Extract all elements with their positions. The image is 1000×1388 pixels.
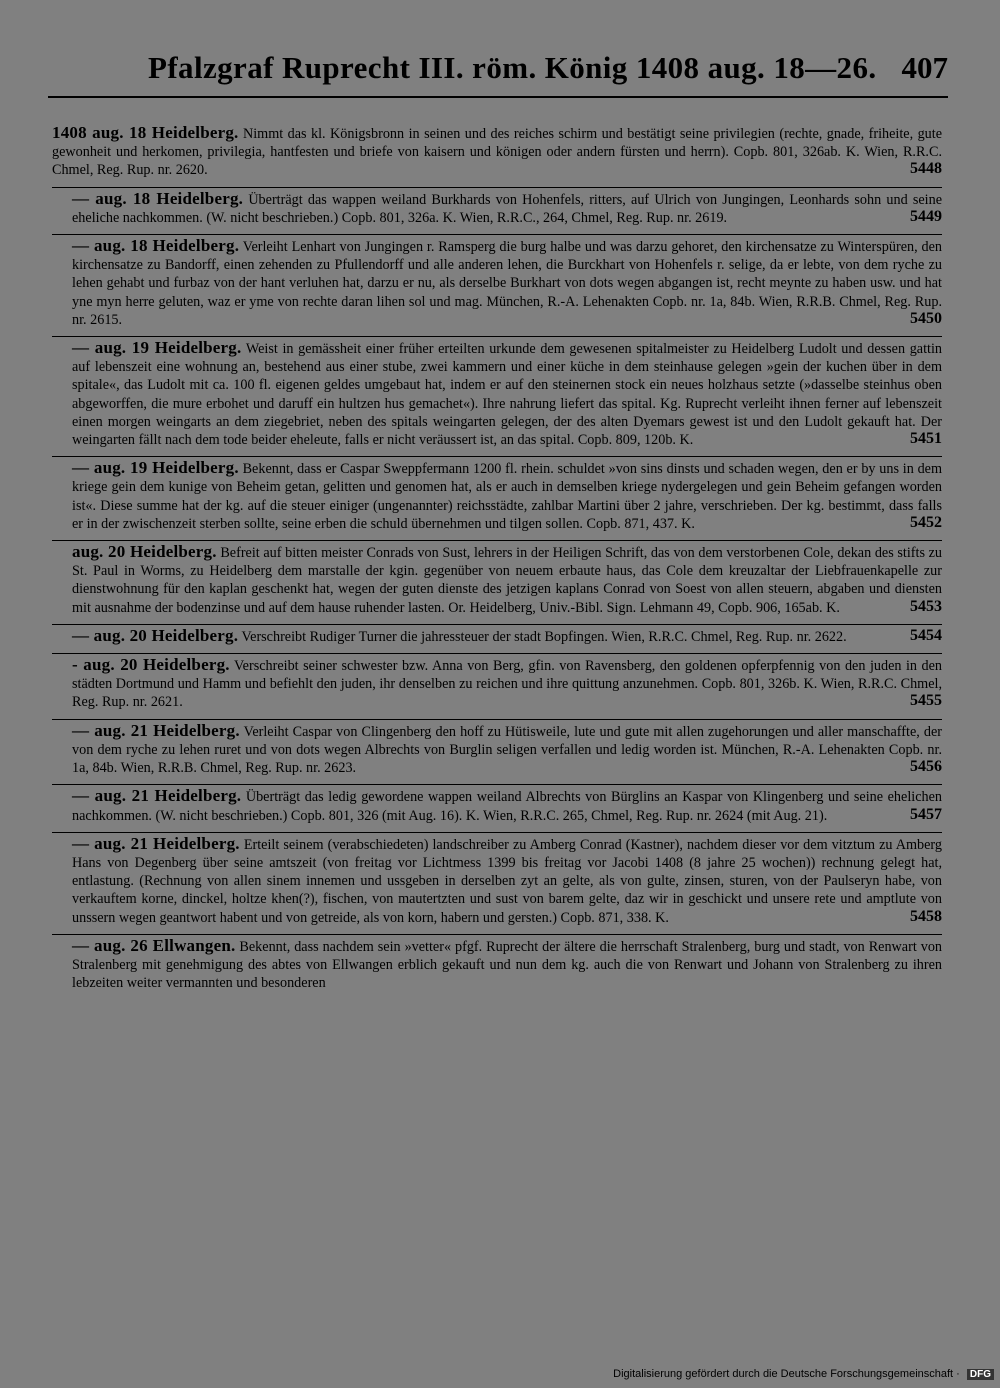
entry-divider [52, 336, 942, 337]
regest-entry [52, 339, 942, 454]
entry-divider [52, 540, 942, 541]
entry-text: Verschreibt seiner schwester bzw. Anna von Berg, gfin. von Ravensberg, den goldenen opferpfennig von den juden in den städten Dortmund und Hamm und befiehlt den juden, ihr denselben zu reichen und ihre quittung anzunehmen. Copb. 801, 326b. K. Wien, R.R.C. Chmel, Reg. Rup. nr. 2621. [72, 658, 943, 711]
entry-number: 5451 [904, 430, 942, 448]
entry-divider [52, 187, 942, 188]
entry-date: — aug. 19 Heidelberg. [72, 338, 242, 358]
entry-date: — aug. 20 Heidelberg. [72, 625, 239, 645]
regest-entry [52, 190, 942, 232]
entry-text: Nimmt das kl. Königsbronn in seinen und des reiches schirm und bestätigt seine privilegien (rechte, gnade, friheite, gute gewonheit und herkomen, privilegia, hantfesten und briefe von kaisern und königen oder andern fürsten und herrn). Copb. 801, 326ab. K. Wien, R.R.C. Chmel, Reg. Rup. nr. 2620. [52, 126, 943, 179]
entry-text: Verschreibt Rudiger Turner die jahressteuer der stadt Bopfingen. Wien, R.R.C. Chmel, Reg. Rup. nr. 2622. [241, 628, 847, 645]
entry-divider [52, 456, 942, 457]
entry-date: — aug. 19 Heidelberg. [72, 458, 239, 478]
regest-entry [52, 124, 942, 185]
entry-date: — aug. 18 Heidelberg. [72, 188, 244, 208]
regest-list [52, 124, 942, 1002]
entry-number: 5453 [904, 598, 942, 616]
regest-entry [52, 787, 942, 829]
entry-text: Erteilt seinem (verabschiedeten) landschreiber zu Amberg Conrad (Kastner), nachdem dieser vor dem vitztum zu Amberg Hans von Degenberg über seine amtszeit (von freitag vor Lichtmess 1399 bis freitag vor Jacobi 1408 (8 jahre 25 wochen)) rechnung gelegt hat, entlastung. (Rechnung von allen sinem innemen und ussgeben in derselben zyt an gelte, als von gulte, zinsen, sturen, von der Paulseryn habe, von verkauftem korne, dinckel, holtze khen(?), fischen, von mautertzten und sust von barem gelte, daz wir in geschickt und unsere rete und amptlute von unssern wegen geantwort habent und von getreide, als von korn, habern und gersten.) Copb. 871, 338. K. [72, 836, 942, 926]
entry-text: Befreit auf bitten meister Conrads von Sust, lehrers in der Heiligen Schrift, das von dem verstorbenen Cole, dekan des stifts zu St. Paul in Worms, zu Heidelberg dem marstalle der kgin. gegenüber von neuem erbaute haus, das Cole dem kreuzaltar der Liebfrauenkapelle zur dienstwohnung für den kaplan geschenkt hat, wegen der guten dienste des jetzigen kaplans Conrad von Soest von allen steuern, abgaben und diensten mit ausnahme der bodenzinse und auf dem hause ruhender lasten. Or. Heidelberg, Univ.-Bibl. Sign. Lehmann 49, Copb. 906, 165ab. K. [72, 545, 943, 616]
page-title: Pfalzgraf Ruprecht III. röm. König 1408 aug. 18—26. [148, 50, 877, 85]
page-number: 407 [901, 50, 948, 85]
entry-date: 1408 aug. 18 Heidelberg. [52, 123, 239, 142]
entry-date: - aug. 20 Heidelberg. [72, 655, 230, 675]
entry-date: — aug. 21 Heidelberg. [72, 786, 242, 806]
entry-divider [52, 719, 942, 720]
entry-number: 5457 [904, 806, 942, 824]
regest-entry [52, 543, 942, 622]
entry-divider [52, 832, 942, 833]
regest-entry [52, 722, 942, 783]
page-header [48, 50, 948, 98]
entry-number: 5449 [904, 208, 942, 226]
regest-entry [52, 656, 942, 717]
regest-entry [52, 835, 942, 932]
credit-text: Digitalisierung gefördert durch die Deutsche Forschungsgemeinschaft · [613, 1368, 960, 1380]
entry-divider [52, 784, 942, 785]
regest-entry [52, 627, 942, 651]
dfg-logo: DFG [967, 1369, 994, 1380]
entry-text: Bekennt, dass er Caspar Sweppfermann 1200 fl. rhein. schuldet »von sins dinsts und schaden wegen, den er by uns in dem kriege gein dem kunige von Beheim getan, gelitten und genomen hat, als er auch in demselben kriege nydergelegen und gein Beheim gefangen worden ist«. Diese summe hat der kg. auf die steuer einiger (ungenannter) reichsstädte, zahlbar Martini über 2 jahre, verschrieben. Der kg. bestimmt, dass falls er in der zwischenzeit sterben sollte, seine erben die schuld übernehmen und tilgen sollen. Copb. 871, 437. K. [72, 461, 942, 532]
entry-text: Überträgt das ledig gewordene wappen weiland Albrechts von Bürglins an Kaspar von Klingenberg und seine ehelichen nachkommen. (W. nicht beschrieben.) Copb. 801, 326 (mit Aug. 16). K. Wien, R.R.C. 265, Chmel, Reg. Rup. nr. 2624 (mit Aug. 21). [72, 789, 942, 824]
entry-number: 5455 [904, 692, 942, 710]
entry-number: 5456 [904, 758, 942, 776]
entry-date: — aug. 18 Heidelberg. [72, 236, 240, 256]
entry-divider [52, 934, 942, 935]
entry-date: — aug. 21 Heidelberg. [72, 720, 240, 740]
entry-text: Überträgt das wappen weiland Burkhards von Hohenfels, ritters, auf Ulrich von Jungingen, Leonhards sohn und seine eheliche nachkommen. (W. nicht beschrieben.) Copb. 801, 326a. K. Wien, R.R.C., 264, Chmel, Reg. Rup. nr. 2619. [72, 191, 943, 226]
entry-number: 5448 [904, 160, 942, 178]
regest-entry [52, 459, 942, 538]
entry-text: Weist in gemässheit einer früher erteilten urkunde dem gewesenen spitalmeister zu Heidelberg Ludolt und dessen gattin auf lebenszeit eine wohnung an, bestehend aus einer stube, zwei kammern und einer küche in dem steinhause gelegen »gein der kuchen über in dem spitale«, das Ludolt mit ca. 100 fl. eigenen geldes umgebaut hat, indem er auf den steinernen stock ein neues holzhaus setzte (»dasselbe steinhus oben abgeworffen, die mure erbohet und daruff ein hultzen hus gemachet«). Ihre nahrung liefert das spital. Kg. Ruprecht verleiht ihnen ferner auf lebenszeit einen morgen weingarts an dem ziegebriet, neben des spitals weingarten gelegen, der des alten Dyemars gewest ist und den Ludolt gekauft hat. Der weingarten fällt nach dem tode beider eheleute, falls er nicht veräussert ist, an das spital. Copb. 809, 120b. K. [72, 341, 943, 449]
entry-date: — aug. 21 Heidelberg. [72, 833, 240, 853]
entry-text: Verleiht Lenhart von Jungingen r. Ramsperg die burg halbe und was darzu gehoret, den kirchensatze zu Winterspüren, den kirchensatze zu Bandorff, einen zehenden zu Pfullendorff und alle anderen lehen, die Burckhart von Hohenfels r. selige, da er lebte, von dem ryche zu lehen gehabt und furbaz von der hant verluhen hat, darzu er nu, als derselbe Burkhart von dots wegen abgangen ist, recht meynte zu haben usw. und hat yne myn herre geluten, waz er yme von rechte daran lihen sol und mag. München, R.-A. Lehenakten Copb. nr. 1a, 84b. Wien, R.R.B. Chmel, Reg. Rup. nr. 2615. [72, 239, 942, 328]
regest-entry [52, 237, 942, 334]
entry-divider [52, 653, 942, 654]
funding-credit [613, 1368, 994, 1380]
entry-number: 5452 [904, 514, 942, 532]
entry-number: 5458 [904, 908, 942, 926]
entry-date: — aug. 26 Ellwangen. [72, 935, 236, 955]
entry-number: 5450 [904, 310, 942, 328]
entry-divider [52, 234, 942, 235]
entry-text: Verleiht Caspar von Clingenberg den hoff zu Hütisweile, lute und gute mit allen zugehorungen und aller manschaffte, der von dem ryche zu lehen ruret und von dots wegen Albrechts von Burglin seligen verfallen und ledig worden ist. München, R.-A. Lehenakten Copb. nr. 1a, 84b. Wien, R.R.B. Chmel, Reg. Rup. nr. 2623. [72, 723, 942, 777]
entry-date: aug. 20 Heidelberg. [72, 542, 217, 562]
entry-number: 5454 [904, 627, 942, 645]
regest-entry [52, 937, 942, 998]
entry-divider [52, 624, 942, 625]
entry-text: Bekennt, dass nachdem sein »vetter« pfgf. Ruprecht der ältere die herrschaft Stralenberg, burg und stadt, von Renwart von Stralenberg mit genehmigung des abtes von Ellwangen erblich gekauft und nun dem kg. auch die von Renwart und Johann von Stralenberg zu ihren lebzeiten weiter vermannten und besonderen [72, 938, 943, 992]
